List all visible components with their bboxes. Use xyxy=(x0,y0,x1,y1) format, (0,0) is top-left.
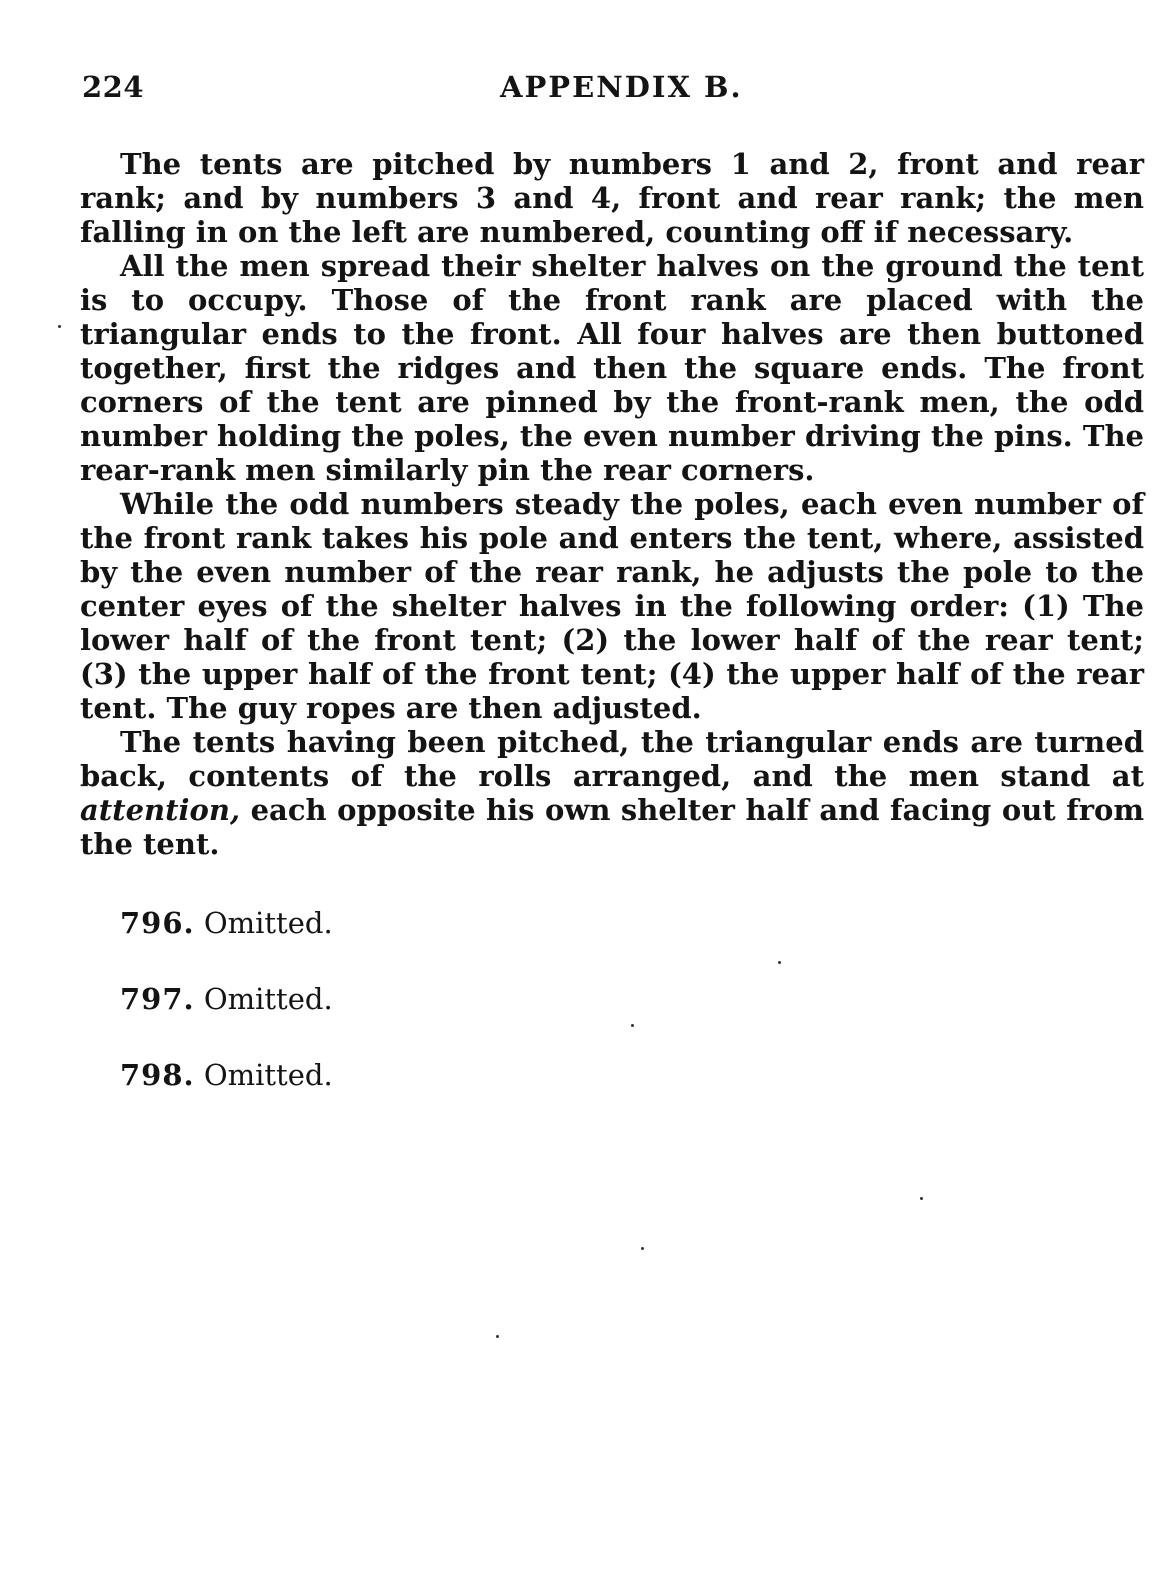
paragraph-attention-end: each opposite his own shelter half and facing out from the tent. xyxy=(80,793,1144,861)
scan-speck xyxy=(631,1024,634,1027)
section-text: Omitted. xyxy=(203,1058,333,1092)
section-number: 798. xyxy=(120,1058,195,1092)
paragraph-poles: While the odd numbers steady the poles, each even number of the front rank takes his pole and enters the tent, where, assisted by the even number of the rear rank, he adjusts the pole to the center eyes of the shelter halves in the following order: (1) The lower half of the front tent; (2) the lower half of the rear tent; (3) the upper half of the front tent; (4) the upper half of the rear tent. The guy ropes are then adjusted. xyxy=(80,487,1144,725)
section-number: 796. xyxy=(120,906,195,940)
scan-speck xyxy=(496,1335,499,1338)
scan-speck xyxy=(58,325,61,328)
section-text: Omitted. xyxy=(203,906,333,940)
scan-speck xyxy=(778,961,781,964)
section-798 xyxy=(120,1058,1020,1134)
section-796 xyxy=(120,906,1020,982)
omitted-sections xyxy=(120,906,1020,1134)
section-797 xyxy=(120,982,1020,1058)
scan-speck xyxy=(920,1197,923,1200)
page-header xyxy=(82,70,1142,110)
attention-emphasis: attention, xyxy=(80,793,241,827)
paragraph-pitching: The tents are pitched by numbers 1 and 2, front and rear rank; and by numbers 3 and 4, front and rear rank; the men falling in on the left are numbered, counting off if necessary. xyxy=(80,147,1144,249)
paragraph-attention xyxy=(80,725,1144,861)
paragraph-attention-start: The tents having been pitched, the triangular ends are turned back, contents of the rolls arranged, and the men stand at xyxy=(80,725,1144,793)
body-text xyxy=(80,147,1144,861)
running-title: APPENDIX B. xyxy=(500,70,743,104)
page-number: 224 xyxy=(82,70,145,104)
section-text: Omitted. xyxy=(203,982,333,1016)
section-number: 797. xyxy=(120,982,195,1016)
paragraph-shelter-halves: All the men spread their shelter halves on the ground the tent is to occupy. Those of the front rank are placed with the triangular ends to the front. All four halves are then buttoned together, first the ridges and then the square ends. The front corners of the tent are pinned by the front-rank men, the odd number holding the poles, the even number driving the pins. The rear-rank men similarly pin the rear corners. xyxy=(80,249,1144,487)
scan-speck xyxy=(641,1247,644,1250)
